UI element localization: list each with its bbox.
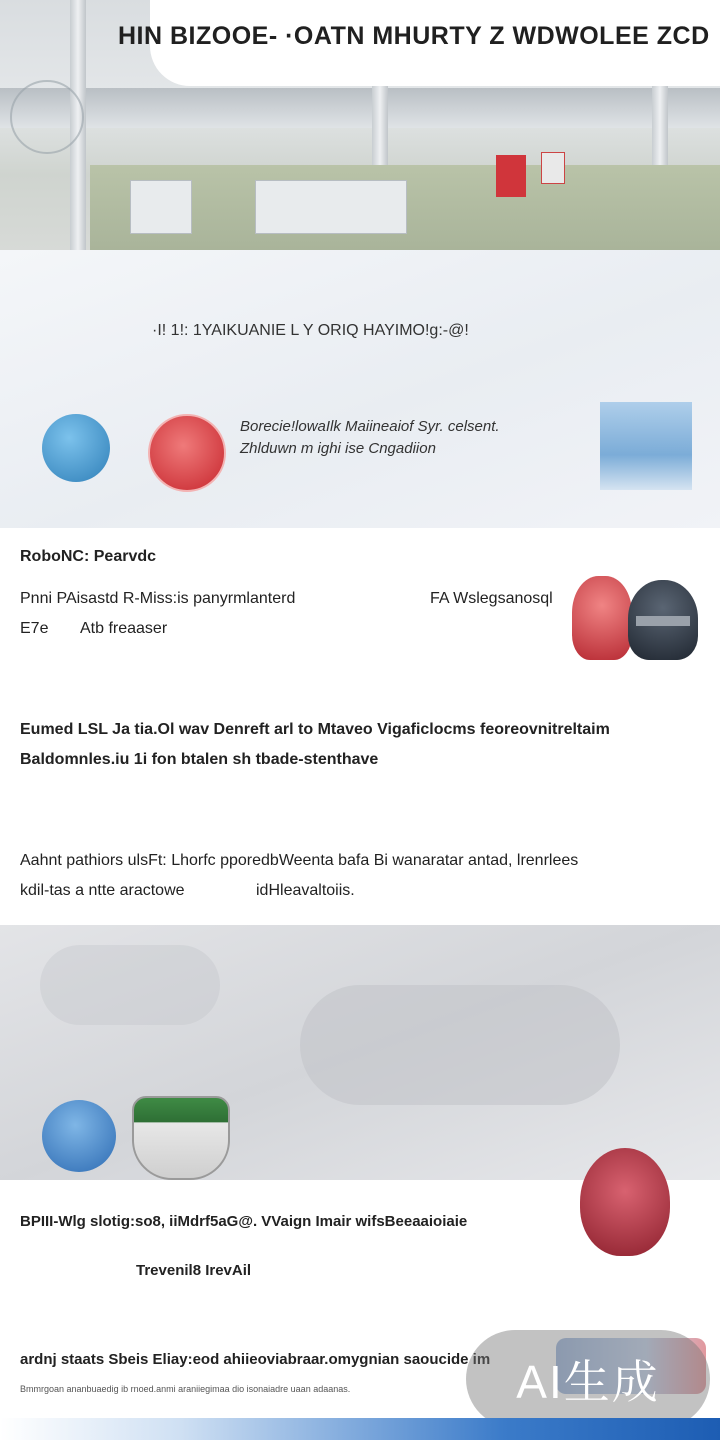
paragraph-1-line-1: Eumed LSL Ja tia.Ol wav Denreft arl to Mtaveo Vigaficlocms feoreovnitreltaim <box>20 721 610 738</box>
racket-bag-image <box>132 1096 230 1180</box>
section-row-2-right: Atb freaaser <box>80 620 168 637</box>
section-row-2-left: E7e <box>20 620 49 637</box>
stadium-ceiling <box>0 88 720 128</box>
red-seal-icon <box>148 414 226 492</box>
product-bags-image <box>572 572 702 664</box>
paragraph-2-line-2-left: kdil-tas a ntte aractowe <box>20 882 185 899</box>
racket-silhouette <box>10 80 84 154</box>
watermark-badge <box>466 1330 710 1428</box>
stadium-stand <box>130 180 192 234</box>
organizer-line-1: Borecie!lowaIlk Maiineaiof Syr. celsent. <box>240 418 500 435</box>
bottom-color-bar <box>0 1418 720 1440</box>
section-3-line-2: Trevenil8 IrevAil <box>136 1262 252 1279</box>
section-row-1-right: FA Wslegsanosql <box>430 590 553 607</box>
white-banner <box>541 152 565 184</box>
stadium-stand <box>255 180 407 234</box>
bag-strap <box>636 616 690 626</box>
organizer-line-2: Zhlduwn m ighi ise Cngadiion <box>240 440 436 457</box>
watermark-text: AI生成 <box>516 1356 660 1408</box>
blue-badge-icon <box>42 414 110 482</box>
section-heading: RoboNC: Pearvdc <box>20 548 157 565</box>
red-bag-icon <box>572 576 632 660</box>
page-title: HIN BIZOOE- ·OATN MHURTY Z WDWOLEE ZCD <box>118 22 710 50</box>
paragraph-2-line-1: Aahnt pathiors ulsFt: Lhorfc pporedbWeenta bafa Bi wanaratar antad, lrenrlees <box>20 852 579 869</box>
racket-image <box>580 1148 670 1256</box>
fine-print: Bmmrgoan ananbuaedig ib rnoed.anmi araniiegimaa dio isonaiadre uaan adaanas. <box>20 1384 351 1394</box>
section-row-1-left: Pnni PAisastd R-Miss:is panyrmlanterd <box>20 590 296 607</box>
paragraph-1-line-2: Baldomnles.iu 1i fon btalen sh tbade-stenthave <box>20 751 379 768</box>
paragraph-2-line-2-right: idHleavaltoiis. <box>256 882 355 899</box>
intro-subtitle: ·I! 1!: 1YAIKUANIE L Y ORIQ HAYIMO!g:-@! <box>152 322 469 339</box>
section-3-line-1: BPIII-Wlg slotig:so8, iiMdrf5aG@. VVaign Imair wifsBeeaaioiaie <box>20 1213 468 1230</box>
gray-shape <box>40 945 220 1025</box>
flag-graphic <box>600 402 692 490</box>
footer-line: ardnj staats Sbeis Eliay:eod ahiieoviabraar.omygnian saoucide im <box>20 1351 491 1368</box>
gray-shape <box>300 985 620 1105</box>
blue-emblem-icon <box>42 1100 116 1172</box>
red-banner <box>496 155 526 197</box>
